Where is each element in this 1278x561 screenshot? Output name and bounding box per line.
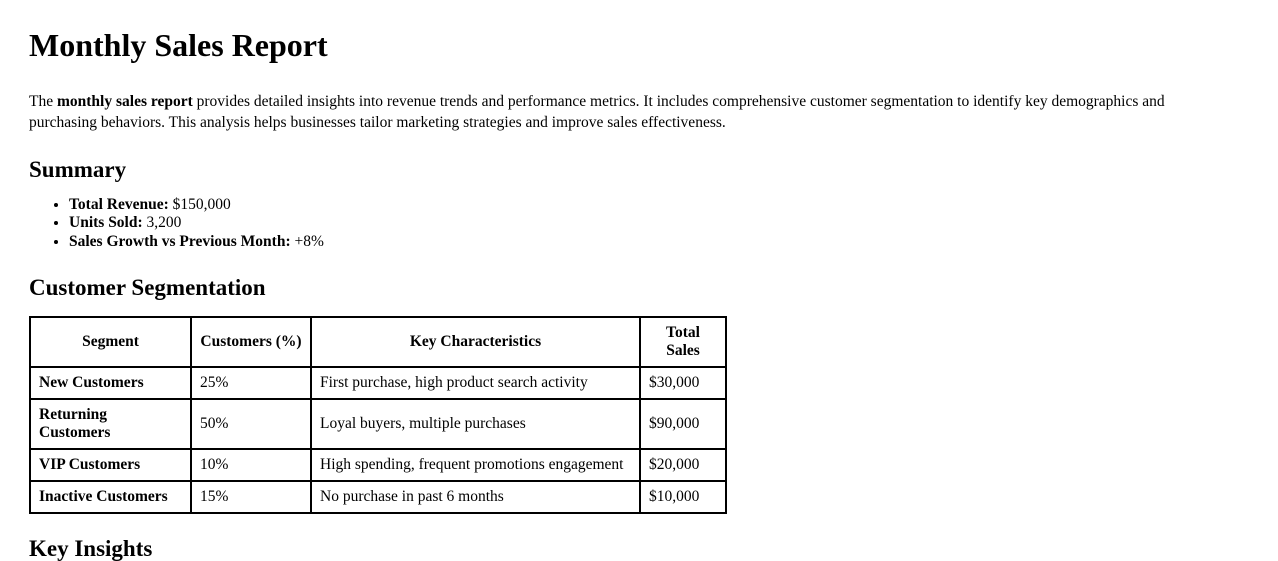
cell-total-sales: $90,000 xyxy=(640,399,726,449)
cell-segment: New Customers xyxy=(30,367,191,399)
page-title: Monthly Sales Report xyxy=(29,27,328,63)
table-row xyxy=(30,367,726,399)
column-header-total-sales: Total Sales xyxy=(640,317,726,367)
list-item xyxy=(69,214,1249,233)
summary-item-label: Total Revenue: xyxy=(69,195,169,213)
cell-total-sales: $30,000 xyxy=(640,367,726,399)
intro-paragraph xyxy=(29,91,1204,133)
intro-bold-term: monthly sales report xyxy=(56,92,193,110)
summary-item-label: Sales Growth vs Previous Month: xyxy=(69,232,291,250)
cell-key-characteristics: No purchase in past 6 months xyxy=(311,481,640,513)
intro-rest: provides detailed insights into revenue trends and performance metrics. It includes comprehensive customer segmentation to identify key demographics and purchasing behaviors. This analysis helps businesses tailor marketing strategies and improve sales effectiveness. xyxy=(29,92,1165,131)
cell-segment: Returning Customers xyxy=(30,399,191,449)
customer-segmentation-table xyxy=(29,316,727,514)
column-header-segment: Segment xyxy=(30,317,191,367)
cell-segment: VIP Customers xyxy=(30,449,191,481)
cell-customers-pct: 25% xyxy=(191,367,311,399)
cell-customers-pct: 50% xyxy=(191,399,311,449)
summary-item-value: 3,200 xyxy=(142,214,182,232)
list-item xyxy=(69,196,1249,215)
table-row xyxy=(30,481,726,513)
column-header-key-characteristics: Key Characteristics xyxy=(311,317,640,367)
cell-key-characteristics: High spending, frequent promotions engagement xyxy=(311,449,640,481)
summary-item-label: Units Sold: xyxy=(69,214,143,232)
customer-segmentation-heading: Customer Segmentation xyxy=(29,275,266,301)
cell-key-characteristics: Loyal buyers, multiple purchases xyxy=(311,399,640,449)
cell-customers-pct: 10% xyxy=(191,449,311,481)
summary-heading: Summary xyxy=(29,156,127,182)
summary-item-value: $150,000 xyxy=(168,195,231,213)
column-header-customers-pct: Customers (%) xyxy=(191,317,311,367)
summary-item-value: +8% xyxy=(290,232,324,250)
cell-customers-pct: 15% xyxy=(191,481,311,513)
summary-list xyxy=(29,196,1249,252)
cell-total-sales: $10,000 xyxy=(640,481,726,513)
cell-segment: Inactive Customers xyxy=(30,481,191,513)
cell-total-sales: $20,000 xyxy=(640,449,726,481)
list-item xyxy=(69,233,1249,252)
table-row xyxy=(30,399,726,449)
table-header-row xyxy=(30,317,726,367)
intro-lead: The xyxy=(29,92,57,110)
key-insights-heading: Key Insights xyxy=(29,535,153,561)
table-row xyxy=(30,449,726,481)
cell-key-characteristics: First purchase, high product search activity xyxy=(311,367,640,399)
